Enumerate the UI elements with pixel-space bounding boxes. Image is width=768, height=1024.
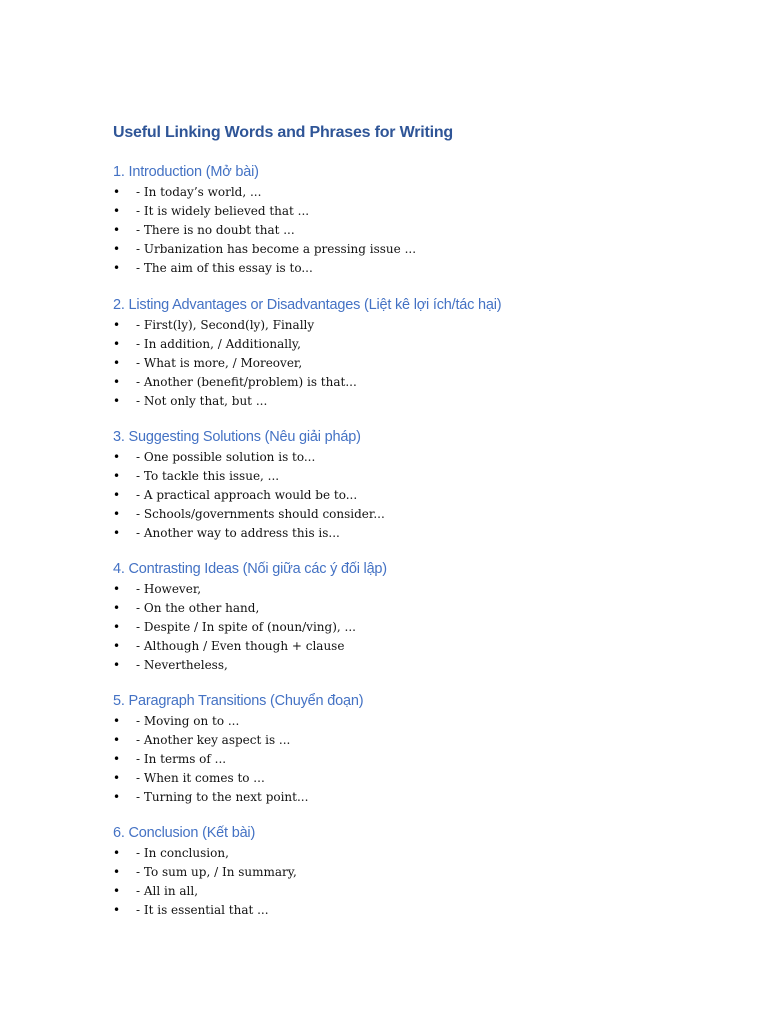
list-item xyxy=(113,202,713,221)
list-item xyxy=(113,618,713,637)
list-item-text: - It is essential that ... xyxy=(136,903,269,917)
section-heading: 2. Listing Advantages or Disadvantages (Liệt kê lợi ích/tác hại) xyxy=(113,297,502,313)
list-item xyxy=(113,844,713,863)
list-item xyxy=(113,354,713,373)
section-heading: 5. Paragraph Transitions (Chuyển đoạn) xyxy=(113,693,364,709)
bullet-icon: • xyxy=(113,318,121,332)
list-item xyxy=(113,901,713,920)
bullet-list xyxy=(113,712,713,807)
list-item-text: - What is more, / Moreover, xyxy=(136,356,303,370)
list-item xyxy=(113,637,713,656)
bullet-icon: • xyxy=(113,469,121,483)
list-item xyxy=(113,656,713,675)
bullet-icon: • xyxy=(113,242,121,256)
bullet-icon: • xyxy=(113,601,121,615)
list-item-text: - However, xyxy=(136,582,202,596)
list-item xyxy=(113,731,713,750)
section-transitions xyxy=(113,690,713,807)
list-item-text: - Another (benefit/problem) is that... xyxy=(136,375,357,389)
list-item xyxy=(113,486,713,505)
list-item-text: - A practical approach would be to... xyxy=(136,488,358,502)
list-item-text: - Nevertheless, xyxy=(136,658,228,672)
list-item xyxy=(113,221,713,240)
list-item-text: - When it comes to ... xyxy=(136,771,265,785)
bullet-icon: • xyxy=(113,223,121,237)
list-item xyxy=(113,750,713,769)
list-item xyxy=(113,524,713,543)
bullet-icon: • xyxy=(113,582,121,596)
list-item xyxy=(113,448,713,467)
list-item-text: - It is widely believed that ... xyxy=(136,204,310,218)
list-item-text: - Moving on to ... xyxy=(136,714,240,728)
document-title: Useful Linking Words and Phrases for Writing xyxy=(113,124,453,141)
section-heading: 3. Suggesting Solutions (Nêu giải pháp) xyxy=(113,429,361,445)
list-item xyxy=(113,183,713,202)
list-item-text: - Urbanization has become a pressing issue ... xyxy=(136,242,417,256)
list-item-text: - In addition, / Additionally, xyxy=(136,337,301,351)
list-item-text: - The aim of this essay is to... xyxy=(136,261,313,275)
bullet-icon: • xyxy=(113,261,121,275)
bullet-icon: • xyxy=(113,450,121,464)
list-item-text: - First(ly), Second(ly), Finally xyxy=(136,318,315,332)
list-item-text: - In today’s world, ... xyxy=(136,185,262,199)
list-item xyxy=(113,788,713,807)
section-heading: 1. Introduction (Mở bài) xyxy=(113,164,259,180)
bullet-icon: • xyxy=(113,752,121,766)
bullet-icon: • xyxy=(113,620,121,634)
bullet-icon: • xyxy=(113,658,121,672)
list-item xyxy=(113,335,713,354)
list-item xyxy=(113,599,713,618)
bullet-icon: • xyxy=(113,507,121,521)
bullet-icon: • xyxy=(113,790,121,804)
list-item-text: - Schools/governments should consider... xyxy=(136,507,385,521)
list-item-text: - Turning to the next point... xyxy=(136,790,309,804)
list-item xyxy=(113,580,713,599)
bullet-list xyxy=(113,183,713,278)
section-solutions xyxy=(113,426,713,543)
list-item xyxy=(113,259,713,278)
list-item-text: - Not only that, but ... xyxy=(136,394,268,408)
list-item-text: - Although / Even though + clause xyxy=(136,639,345,653)
bullet-icon: • xyxy=(113,846,121,860)
section-contrasting xyxy=(113,558,713,675)
bullet-icon: • xyxy=(113,185,121,199)
section-heading: 4. Contrasting Ideas (Nối giữa các ý đối lập) xyxy=(113,561,387,577)
bullet-icon: • xyxy=(113,771,121,785)
list-item xyxy=(113,467,713,486)
bullet-list xyxy=(113,580,713,675)
list-item xyxy=(113,316,713,335)
list-item xyxy=(113,882,713,901)
bullet-icon: • xyxy=(113,884,121,898)
list-item-text: - On the other hand, xyxy=(136,601,260,615)
list-item-text: - To tackle this issue, ... xyxy=(136,469,280,483)
bullet-list xyxy=(113,844,713,920)
list-item xyxy=(113,769,713,788)
section-heading: 6. Conclusion (Kết bài) xyxy=(113,825,256,841)
bullet-icon: • xyxy=(113,204,121,218)
list-item xyxy=(113,240,713,259)
bullet-icon: • xyxy=(113,356,121,370)
bullet-list xyxy=(113,316,713,411)
list-item xyxy=(113,712,713,731)
section-introduction xyxy=(113,161,713,278)
bullet-icon: • xyxy=(113,865,121,879)
list-item xyxy=(113,373,713,392)
bullet-icon: • xyxy=(113,903,121,917)
list-item-text: - Despite / In spite of (noun/ving), ... xyxy=(136,620,356,634)
list-item-text: - In terms of ... xyxy=(136,752,227,766)
list-item-text: - There is no doubt that ... xyxy=(136,223,295,237)
list-item-text: - Another key aspect is ... xyxy=(136,733,291,747)
list-item xyxy=(113,505,713,524)
list-item-text: - To sum up, / In summary, xyxy=(136,865,297,879)
section-conclusion xyxy=(113,822,713,920)
section-listing xyxy=(113,294,713,411)
list-item xyxy=(113,863,713,882)
bullet-icon: • xyxy=(113,394,121,408)
bullet-icon: • xyxy=(113,526,121,540)
list-item-text: - Another way to address this is... xyxy=(136,526,340,540)
bullet-icon: • xyxy=(113,639,121,653)
list-item xyxy=(113,392,713,411)
list-item-text: - One possible solution is to... xyxy=(136,450,316,464)
bullet-icon: • xyxy=(113,733,121,747)
list-item-text: - All in all, xyxy=(136,884,199,898)
bullet-list xyxy=(113,448,713,543)
bullet-icon: • xyxy=(113,375,121,389)
bullet-icon: • xyxy=(113,714,121,728)
bullet-icon: • xyxy=(113,337,121,351)
list-item-text: - In conclusion, xyxy=(136,846,229,860)
bullet-icon: • xyxy=(113,488,121,502)
